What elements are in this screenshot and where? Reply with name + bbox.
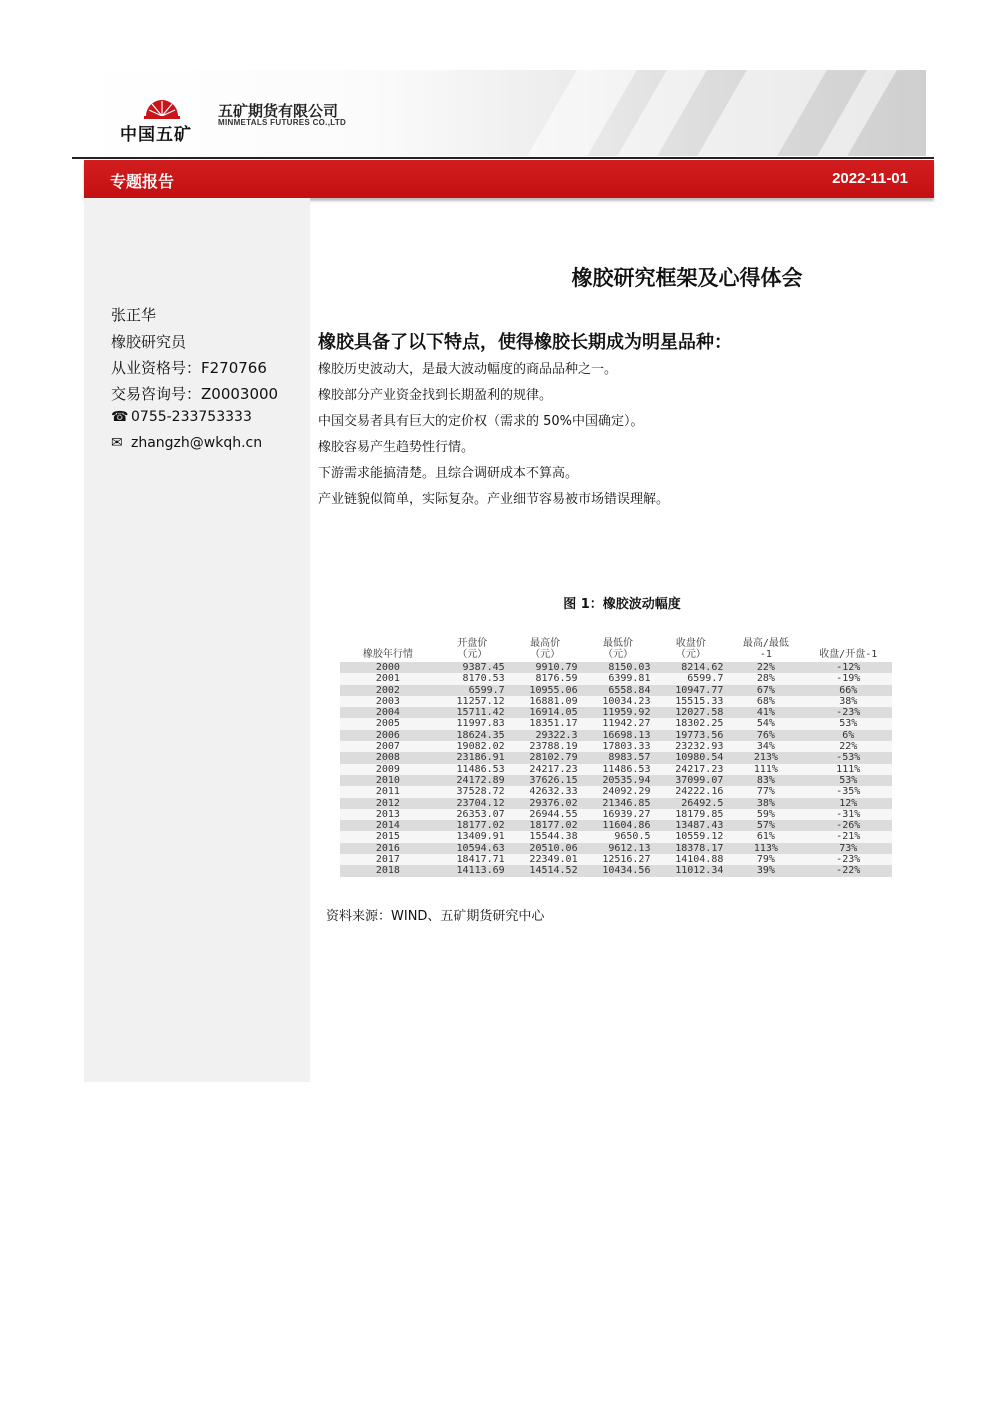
year-cell: 2008 bbox=[375, 752, 400, 764]
table-cell: 14104.88 bbox=[675, 854, 724, 866]
table-cell: 16881.09 bbox=[529, 695, 578, 707]
table-cell: 113% bbox=[753, 842, 778, 854]
table-cell: 111% bbox=[836, 763, 861, 775]
table-cell: 54% bbox=[756, 718, 775, 730]
table-cell: 10955.06 bbox=[529, 684, 578, 696]
table-row bbox=[340, 831, 892, 842]
table-cell: 57% bbox=[756, 820, 775, 832]
table-cell: 10594.63 bbox=[456, 842, 505, 854]
year-cell: 2016 bbox=[375, 842, 400, 854]
table-row bbox=[340, 764, 892, 775]
table-cell: 26492.5 bbox=[681, 797, 724, 809]
table-cell: 10434.56 bbox=[602, 865, 651, 877]
table-cell: 15711.42 bbox=[456, 707, 505, 719]
table-cell: 6399.81 bbox=[608, 673, 651, 685]
table-header-text: 最低价 bbox=[603, 638, 634, 649]
table-cell: 15544.38 bbox=[529, 831, 578, 843]
table-cell: 18624.35 bbox=[456, 729, 505, 741]
feature-point: 产业链貌似简单，实际复杂。产业细节容易被市场错误理解。 bbox=[318, 492, 670, 507]
table-cell: -19% bbox=[836, 673, 861, 685]
year-cell: 2002 bbox=[375, 684, 400, 696]
report-type-bar bbox=[84, 160, 934, 198]
table-cell: -21% bbox=[836, 831, 861, 843]
table-cell: 11604.86 bbox=[602, 820, 651, 832]
table-cell: 16914.05 bbox=[529, 707, 578, 719]
table-cell: 10034.23 bbox=[602, 695, 651, 707]
table-cell: -26% bbox=[836, 820, 861, 832]
table-cell: 17803.33 bbox=[602, 741, 651, 753]
table-cell: 8150.03 bbox=[608, 662, 651, 673]
company-logo-icon bbox=[142, 86, 182, 120]
year-cell: 2018 bbox=[375, 865, 400, 877]
author-name: 张正华 bbox=[111, 306, 157, 324]
table-header-cell bbox=[582, 638, 655, 662]
year-cell: 2003 bbox=[375, 695, 400, 707]
table-cell: 213% bbox=[753, 752, 778, 764]
table-cell: -35% bbox=[836, 786, 861, 798]
table-cell: 28% bbox=[756, 673, 775, 685]
table-cell: 77% bbox=[756, 786, 775, 798]
table-cell: 73% bbox=[839, 842, 858, 854]
table-cell: 11942.27 bbox=[602, 718, 651, 730]
year-cell: 2004 bbox=[375, 707, 400, 719]
table-cell: 23788.19 bbox=[529, 741, 578, 753]
table-cell: 6599.7 bbox=[687, 673, 724, 685]
volatility-table bbox=[340, 638, 892, 877]
table-cell: 37099.07 bbox=[675, 774, 724, 786]
feature-point: 下游需求能搞清楚。且综合调研成本不算高。 bbox=[318, 466, 579, 481]
table-cell: 38% bbox=[756, 797, 775, 809]
company-name: 五矿期货有限公司 bbox=[218, 102, 339, 120]
figure-title: 图 1：橡胶波动幅度 bbox=[563, 597, 681, 612]
table-cell: 26353.07 bbox=[456, 808, 505, 820]
table-cell: 18177.02 bbox=[529, 820, 578, 832]
table-row bbox=[340, 843, 892, 854]
table-row bbox=[340, 718, 892, 729]
table-cell: 11486.53 bbox=[456, 763, 505, 775]
feature-point: 橡胶部分产业资金找到长期盈利的规律。 bbox=[318, 388, 553, 403]
author-qualification: 从业资格号：F270766 bbox=[111, 359, 267, 377]
table-cell: 41% bbox=[756, 707, 775, 719]
table-cell: 20535.94 bbox=[602, 774, 651, 786]
table-cell: 16939.27 bbox=[602, 808, 651, 820]
table-cell: 11486.53 bbox=[602, 763, 651, 775]
table-cell: 8170.53 bbox=[462, 673, 505, 685]
table-cell: 22% bbox=[756, 662, 775, 673]
report-type-label: 专题报告 bbox=[110, 172, 175, 191]
table-cell: 34% bbox=[756, 741, 775, 753]
table-header-cell bbox=[340, 638, 436, 662]
table-cell: 18378.17 bbox=[675, 842, 724, 854]
table-cell: 12027.58 bbox=[675, 707, 724, 719]
year-cell: 2000 bbox=[375, 662, 400, 673]
table-cell: 15515.33 bbox=[675, 695, 724, 707]
table-row bbox=[340, 673, 892, 684]
table-cell: 9910.79 bbox=[535, 662, 578, 673]
table-cell: 13409.91 bbox=[456, 831, 505, 843]
table-cell: 11959.92 bbox=[602, 707, 651, 719]
table-row bbox=[340, 741, 892, 752]
table-row bbox=[340, 854, 892, 865]
table-cell: 18351.17 bbox=[529, 718, 578, 730]
table-row bbox=[340, 730, 892, 741]
table-cell: 24217.23 bbox=[675, 763, 724, 775]
table-cell: 111% bbox=[753, 763, 778, 775]
table-cell: 12516.27 bbox=[602, 854, 651, 866]
table-cell: 18417.71 bbox=[456, 854, 505, 866]
table-row bbox=[340, 809, 892, 820]
table-cell: 19082.02 bbox=[456, 741, 505, 753]
table-header-text: （元） bbox=[457, 649, 488, 660]
table-cell: 37626.15 bbox=[529, 774, 578, 786]
report-date: 2022-11-01 bbox=[832, 170, 908, 187]
phone-icon: ☎ bbox=[111, 409, 129, 425]
table-cell: 6599.7 bbox=[468, 684, 505, 696]
table-header-cell bbox=[654, 638, 727, 662]
table-cell: 24222.16 bbox=[675, 786, 724, 798]
table-cell: 29322.3 bbox=[535, 729, 578, 741]
table-cell: 18302.25 bbox=[675, 718, 724, 730]
table-cell: 11257.12 bbox=[456, 695, 505, 707]
table-cell: 16698.13 bbox=[602, 729, 651, 741]
email-address[interactable]: zhangzh@wkqh.cn bbox=[131, 435, 263, 451]
year-cell: 2009 bbox=[375, 763, 400, 775]
table-header-text: （元） bbox=[675, 649, 706, 660]
author-phone bbox=[111, 409, 252, 425]
year-cell: 2015 bbox=[375, 831, 400, 843]
table-cell: 8983.57 bbox=[608, 752, 651, 764]
year-cell: 2013 bbox=[375, 808, 400, 820]
year-cell: 2010 bbox=[375, 774, 400, 786]
author-email[interactable] bbox=[111, 435, 262, 451]
table-cell: 67% bbox=[756, 684, 775, 696]
header-divider bbox=[72, 157, 934, 159]
table-row bbox=[340, 786, 892, 797]
table-cell: 12% bbox=[839, 797, 858, 809]
table-cell: 79% bbox=[756, 854, 775, 866]
feature-point: 橡胶容易产生趋势性行情。 bbox=[318, 440, 475, 455]
table-cell: 28102.79 bbox=[529, 752, 578, 764]
table-cell: 19773.56 bbox=[675, 729, 724, 741]
table-cell: 26944.55 bbox=[529, 808, 578, 820]
table-cell: 20510.06 bbox=[529, 842, 578, 854]
table-header-text: （元） bbox=[530, 649, 561, 660]
table-row bbox=[340, 798, 892, 809]
table-cell: 42632.33 bbox=[529, 786, 578, 798]
table-cell: 38% bbox=[839, 695, 858, 707]
author-title: 橡胶研究员 bbox=[111, 333, 187, 351]
data-source: 资料来源：WIND、五矿期货研究中心 bbox=[326, 909, 545, 924]
table-cell: 37528.72 bbox=[456, 786, 505, 798]
table-cell: 53% bbox=[839, 718, 858, 730]
table-cell: 39% bbox=[756, 865, 775, 877]
table-cell: 66% bbox=[839, 684, 858, 696]
year-cell: 2012 bbox=[375, 797, 400, 809]
table-cell: 10559.12 bbox=[675, 831, 724, 843]
table-cell: 22% bbox=[839, 741, 858, 753]
feature-point: 橡胶历史波动大，是最大波动幅度的商品品种之一。 bbox=[318, 362, 618, 377]
table-header-text: 最高/最低 bbox=[742, 638, 789, 649]
table-cell: 10947.77 bbox=[675, 684, 724, 696]
table-cell: 23232.93 bbox=[675, 741, 724, 753]
table-row bbox=[340, 696, 892, 707]
table-cell: 10980.54 bbox=[675, 752, 724, 764]
table-cell: -23% bbox=[836, 854, 861, 866]
table-cell: -53% bbox=[836, 752, 861, 764]
table-cell: 18177.02 bbox=[456, 820, 505, 832]
phone-number: 0755-233753333 bbox=[131, 409, 252, 425]
table-cell: 24092.29 bbox=[602, 786, 651, 798]
table-row bbox=[340, 752, 892, 763]
year-cell: 2007 bbox=[375, 741, 400, 753]
table-header-text: （元） bbox=[603, 649, 634, 660]
table-cell: 11997.83 bbox=[456, 718, 505, 730]
year-cell: 2006 bbox=[375, 729, 400, 741]
table-cell: 14113.69 bbox=[456, 865, 505, 877]
table-row bbox=[340, 685, 892, 696]
table-header-text: 收盘/开盘-1 bbox=[819, 649, 878, 660]
header-banner bbox=[78, 70, 926, 156]
table-row bbox=[340, 775, 892, 786]
table-cell: -22% bbox=[836, 865, 861, 877]
table-cell: 24217.23 bbox=[529, 763, 578, 775]
table-cell: 18179.85 bbox=[675, 808, 724, 820]
table-cell: 29376.02 bbox=[529, 797, 578, 809]
email-icon: ✉ bbox=[111, 435, 123, 451]
table-cell: 14514.52 bbox=[529, 865, 578, 877]
year-cell: 2001 bbox=[375, 673, 400, 685]
table-row bbox=[340, 865, 892, 876]
table-cell: 13487.43 bbox=[675, 820, 724, 832]
year-cell: 2014 bbox=[375, 820, 400, 832]
table-cell: 68% bbox=[756, 695, 775, 707]
table-cell: 6% bbox=[842, 729, 855, 741]
table-header-text: -1 bbox=[759, 649, 772, 660]
table-cell: 83% bbox=[756, 774, 775, 786]
table-header-text: 开盘价 bbox=[457, 638, 488, 649]
table-cell: 22349.01 bbox=[529, 854, 578, 866]
table-cell: 11012.34 bbox=[675, 865, 724, 877]
table-cell: -12% bbox=[836, 662, 861, 673]
table-cell: 9650.5 bbox=[614, 831, 651, 843]
table-cell: 6558.84 bbox=[608, 684, 651, 696]
table-cell: -31% bbox=[836, 808, 861, 820]
table-row bbox=[340, 820, 892, 831]
table-header-cell bbox=[804, 638, 892, 662]
report-title: 橡胶研究框架及心得体会 bbox=[571, 266, 803, 290]
table-cell: 59% bbox=[756, 808, 775, 820]
table-cell: 21346.85 bbox=[602, 797, 651, 809]
year-cell: 2011 bbox=[375, 786, 400, 798]
table-cell: 23186.91 bbox=[456, 752, 505, 764]
table-cell: 8176.59 bbox=[535, 673, 578, 685]
table-cell: 53% bbox=[839, 774, 858, 786]
year-cell: 2017 bbox=[375, 854, 400, 866]
table-header-text: 收盘价 bbox=[675, 638, 706, 649]
logo-text: 中国五矿 bbox=[120, 125, 192, 145]
table-cell: 24172.89 bbox=[456, 774, 505, 786]
table-cell: 9387.45 bbox=[462, 662, 505, 673]
table-header-cell bbox=[509, 638, 582, 662]
table-header-cell bbox=[436, 638, 509, 662]
table-cell: 9612.13 bbox=[608, 842, 651, 854]
table-header-text: 橡胶年行情 bbox=[362, 649, 413, 660]
section-subtitle: 橡胶具备了以下特点，使得橡胶长期成为明星品种： bbox=[318, 332, 732, 353]
table-cell: 8214.62 bbox=[681, 662, 724, 673]
table-cell: 61% bbox=[756, 831, 775, 843]
table-cell: -23% bbox=[836, 707, 861, 719]
table-cell: 23704.12 bbox=[456, 797, 505, 809]
table-cell: 76% bbox=[756, 729, 775, 741]
table-row bbox=[340, 707, 892, 718]
table-row bbox=[340, 662, 892, 673]
table-header-cell bbox=[727, 638, 804, 662]
company-name-en: MINMETALS FUTURES CO.,LTD bbox=[218, 118, 347, 127]
author-consulting-no: 交易咨询号：Z0003000 bbox=[111, 385, 279, 403]
year-cell: 2005 bbox=[375, 718, 400, 730]
feature-point: 中国交易者具有巨大的定价权（需求的 50%中国确定）。 bbox=[318, 414, 644, 429]
table-header-text: 最高价 bbox=[530, 638, 561, 649]
